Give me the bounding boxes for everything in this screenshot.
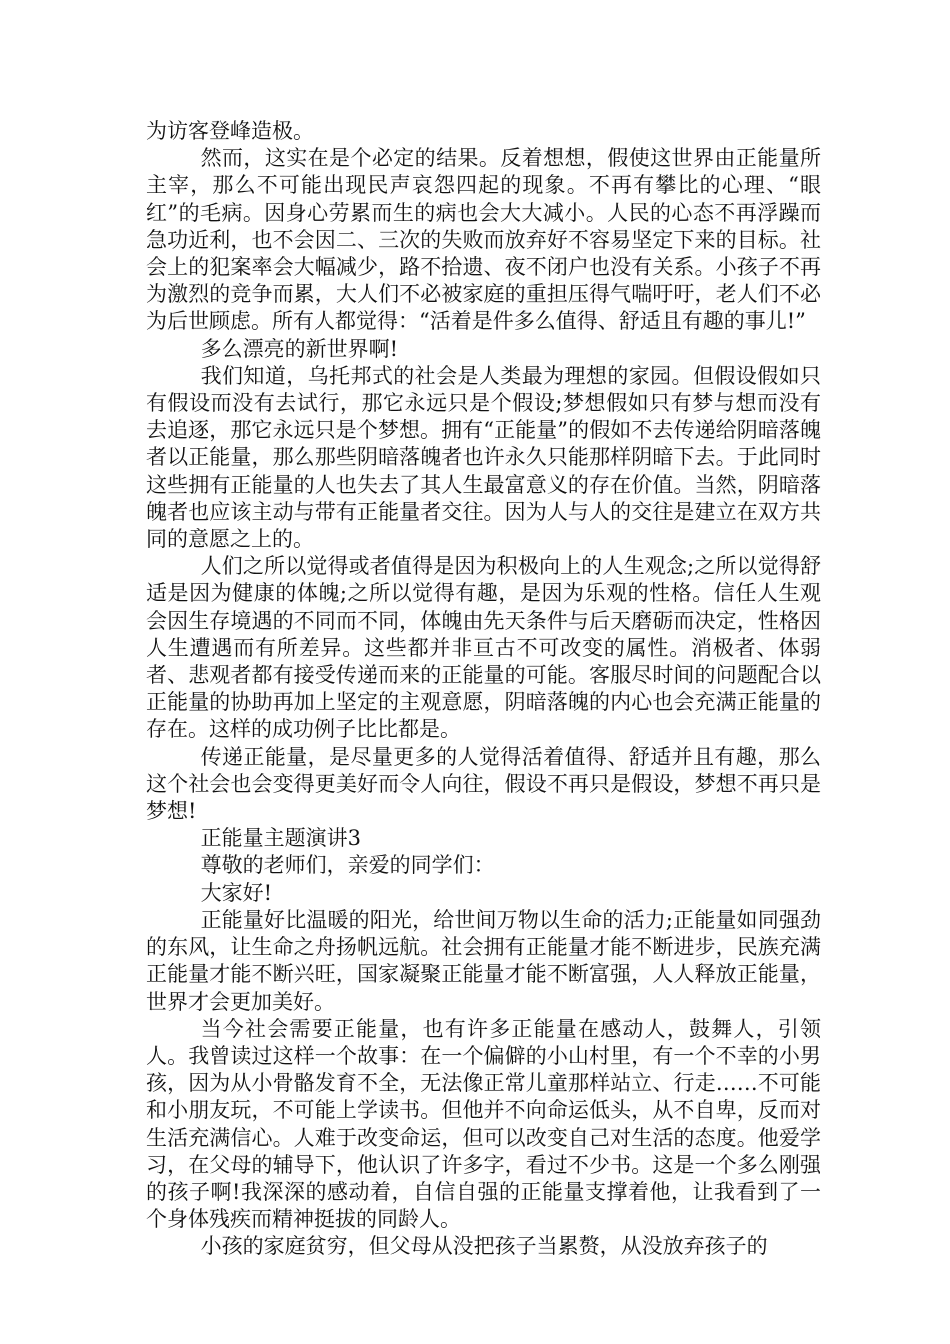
- speech-title: 正能量主题演讲3: [200, 826, 361, 851]
- paragraph-utopia: 我们知道，乌托邦式的社会是人类最为理想的家园。但假设假如只有假设而没有去试行，那它永远只是个假设;梦想假如只有梦与想而没有去追逐，那它永远只是个梦想。拥有“正能量”的假如不去传递给阴暗落魄者以正能量，那么那些阴暗落魄者也许永久只能那样阴暗下去。于此同时这些拥有正能量的人也失去了其人生最富意义的存在价值。当然，阴暗落魄者也应该主动与带有正能量者交往。因为人与人的交往是建立在双方共同的意愿之上的。: [146, 363, 821, 552]
- paragraph-reasons: 人们之所以觉得或者值得是因为积极向上的人生观念;之所以觉得舒适是因为健康的体魄;之所以觉得有趣，是因为乐观的性格。信任人生观会因生存境遇的不同而不同，体魄由先天条件与后天磨砺而决定，性格因人生遭遇而有所差异。这些都并非亘古不可改变的属性。消极者、体弱者、悲观者都有接受传递而来的正能量的可能。客服尽时间的问题配合以正能量的协助再加上坚定的主观意愿，阴暗落魄的内心也会充满正能量的存在。这样的成功例子比比都是。: [146, 554, 821, 742]
- paragraph-new-world: 多么漂亮的新世界啊!: [200, 336, 399, 361]
- greeting: 大家好!: [200, 880, 273, 905]
- paragraph-story: 当今社会需要正能量，也有许多正能量在感动人，鼓舞人，引领人。我曾读过这样一个故事：在一个偏僻的小山村里，有一个不幸的小男孩，因为从小骨骼发育不全，无法像正常儿童那样站立、行走……不可能和小朋友玩，不可能上学读书。但他并不向命运低头，从不自卑，反而对生活充满信心。人难于改变命运，但可以改变自己对生活的态度。他爱学习，在父母的辅导下，他认识了许多字，看过不少书。这是一个多么刚强的孩子啊!我深深的感动着，自信自强的正能量支撑着他，让我看到了一个身体残疾而精神挺拔的同龄人。: [146, 1016, 821, 1232]
- paragraph-pass-on: 传递正能量，是尽量更多的人觉得活着值得、舒适并且有趣，那么这个社会也会变得更美好而令人向往，假设不再只是假设，梦想不再只是梦想!: [146, 744, 821, 824]
- document-body: [146, 118, 821, 1261]
- paragraph-continuation: 为访客登峰造极。: [146, 119, 314, 143]
- salutation: 尊敬的老师们，亲爱的同学们：: [200, 853, 495, 878]
- paragraph-inevitable-result: 然而，这实在是个必定的结果。反着想想，假使这世界由正能量所主宰，那么不可能出现民声哀怨四起的现象。不再有攀比的心理、“眼红”的毛病。因身心劳累而生的病也会大大减小。人民的心态不再浮躁而急功近利，也不会因二、三次的失败而放弃好不容易坚定下来的目标。社会上的犯案率会大幅减少，路不拾遗、夜不闭户也没有关系。小孩子不再为激烈的竞争而累，大人们不必被家庭的重担压得气喘吁吁，老人们不必为后世顾虑。所有人都觉得：“活着是件多么值得、舒适且有趣的事儿!”: [146, 146, 821, 334]
- paragraph-sunlight: 正能量好比温暖的阳光，给世间万物以生命的活力;正能量如同强劲的东风，让生命之舟扬帆远航。社会拥有正能量才能不断进步，民族充满正能量才能不断兴旺，国家凝聚正能量才能不断富强，人人释放正能量，世界才会更加美好。: [146, 907, 821, 1014]
- paragraph-family: 小孩的家庭贫穷，但父母从没把孩子当累赘，从没放弃孩子的: [200, 1234, 768, 1259]
